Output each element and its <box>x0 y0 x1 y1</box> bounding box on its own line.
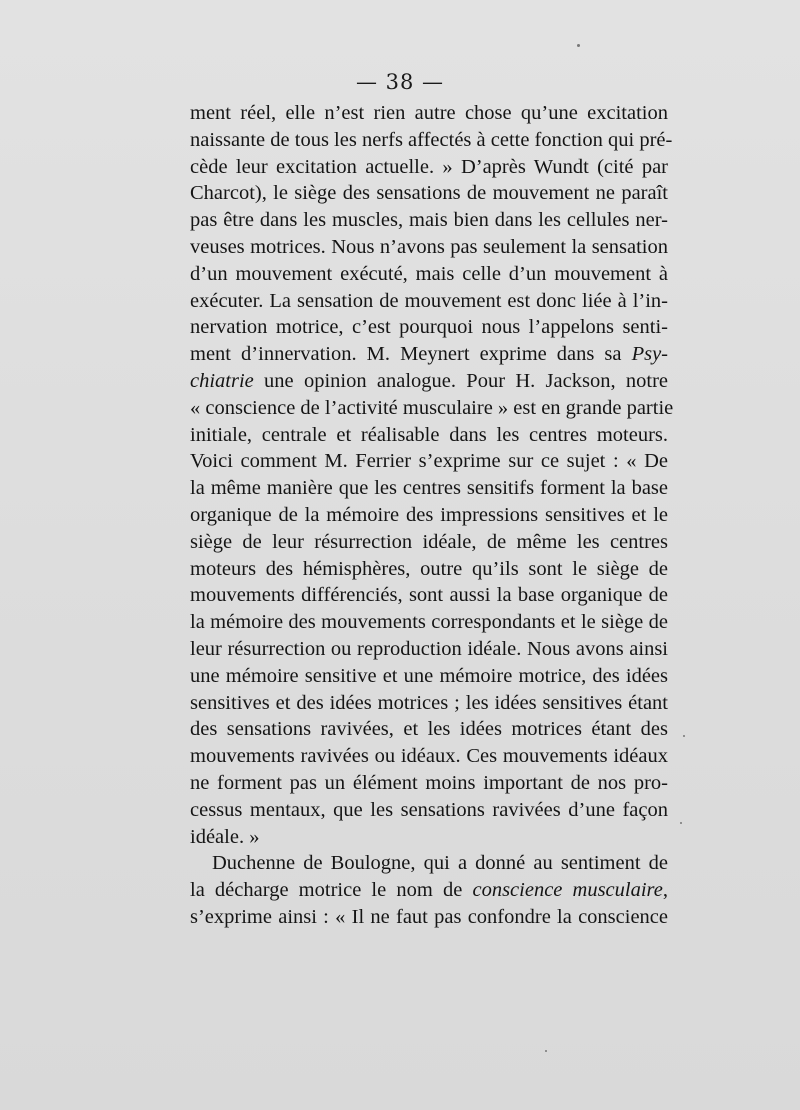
text-segment: organique de la mémoire des impressions sensitives et le <box>190 503 668 526</box>
text-line <box>190 100 668 127</box>
text-segment: nervation motrice, c’est pourquoi nous l’appelons senti- <box>190 316 668 339</box>
body-text <box>190 100 674 931</box>
text-segment: leur résurrection ou reproduction idéale. Nous avons ainsi <box>190 637 668 660</box>
text-line <box>190 663 668 690</box>
text-segment: s’exprime ainsi : « Il ne faut pas confondre la conscience <box>190 905 668 928</box>
page-number: — 38 — <box>355 70 445 94</box>
scan-speck <box>683 735 685 737</box>
text-line <box>190 288 668 315</box>
text-segment: , <box>662 879 668 902</box>
text-segment: la même manière que les centres sensitifs forment la base <box>190 477 668 500</box>
text-segment: idéale. » <box>190 825 260 848</box>
text-line <box>190 743 668 770</box>
text-line <box>190 824 668 851</box>
text-segment: « conscience de l’activité musculaire » est en grande partie <box>190 396 674 419</box>
italic-text-segment: conscience musculaire <box>472 879 663 902</box>
text-segment: mouvements différenciés, sont aussi la base organique de <box>190 584 668 607</box>
italic-text-segment: Psy- <box>631 343 668 366</box>
text-line <box>190 448 668 475</box>
text-line <box>190 502 668 529</box>
text-line <box>190 797 668 824</box>
text-segment: sensitives et des idées motrices ; les idées sensitives étant <box>190 691 668 714</box>
text-segment: initiale, centrale et réalisable dans les centres moteurs. <box>190 423 668 446</box>
text-segment: ne forment pas un élément moins important de nos pro- <box>190 771 668 794</box>
text-segment: Duchenne de Boulogne, qui a donné au sentiment de <box>212 852 668 875</box>
text-line <box>190 127 673 154</box>
text-segment: la décharge motrice le nom de <box>190 879 473 902</box>
text-line <box>190 904 668 931</box>
text-line <box>190 341 668 368</box>
text-segment: mouvements ravivées ou idéaux. Ces mouvements idéaux <box>190 745 668 768</box>
text-line <box>190 207 668 234</box>
text-line <box>190 556 668 583</box>
text-line <box>190 261 668 288</box>
text-segment: pas être dans les muscles, mais bien dans les cellules ner- <box>190 209 668 232</box>
text-line <box>190 690 668 717</box>
text-line <box>190 716 668 743</box>
text-line <box>190 180 668 207</box>
text-line <box>190 234 668 261</box>
text-line <box>190 422 668 449</box>
text-line <box>190 475 668 502</box>
italic-text-segment: chiatrie <box>190 369 254 392</box>
text-segment: une mémoire sensitive et une mémoire motrice, des idées <box>190 664 668 687</box>
text-segment: ment réel, elle n’est rien autre chose qu’une excitation <box>190 102 668 124</box>
text-line <box>190 877 668 904</box>
text-segment: veuses motrices. Nous n’avons pas seulement la sensation <box>190 235 668 258</box>
scan-speck <box>680 822 682 824</box>
text-segment: la mémoire des mouvements correspondants et le siège de <box>190 611 668 634</box>
text-segment: une opinion analogue. Pour H. Jackson, notre <box>253 369 668 392</box>
scan-speck <box>577 44 580 47</box>
text-segment: ment d’innervation. M. Meynert exprime dans sa <box>190 343 632 366</box>
text-segment: naissante de tous les nerfs affectés à cette fonction qui pré- <box>190 128 673 151</box>
text-segment: Charcot), le siège des sensations de mouvement ne paraît <box>190 182 668 205</box>
text-line <box>190 850 668 877</box>
text-line <box>190 529 668 556</box>
text-line <box>190 395 674 422</box>
text-segment: cède leur excitation actuelle. » D’après Wundt (cité par <box>190 155 668 178</box>
text-segment: cessus mentaux, que les sensations ravivées d’une façon <box>190 798 668 821</box>
text-segment: d’un mouvement exécuté, mais celle d’un mouvement à <box>190 262 668 285</box>
text-line <box>190 314 668 341</box>
text-segment: exécuter. La sensation de mouvement est donc liée à l’in- <box>190 289 668 312</box>
text-line <box>190 582 668 609</box>
text-segment: Voici comment M. Ferrier s’exprime sur ce sujet : « De <box>190 450 668 473</box>
text-segment: siège de leur résurrection idéale, de même les centres <box>190 530 668 553</box>
text-segment: des sensations ravivées, et les idées motrices étant des <box>190 718 668 741</box>
text-line <box>190 770 668 797</box>
text-segment: moteurs des hémisphères, outre qu’ils sont le siège de <box>190 557 668 580</box>
text-line <box>190 154 668 181</box>
text-line <box>190 609 668 636</box>
scan-speck <box>545 1050 547 1052</box>
text-line <box>190 636 668 663</box>
text-line <box>190 368 668 395</box>
